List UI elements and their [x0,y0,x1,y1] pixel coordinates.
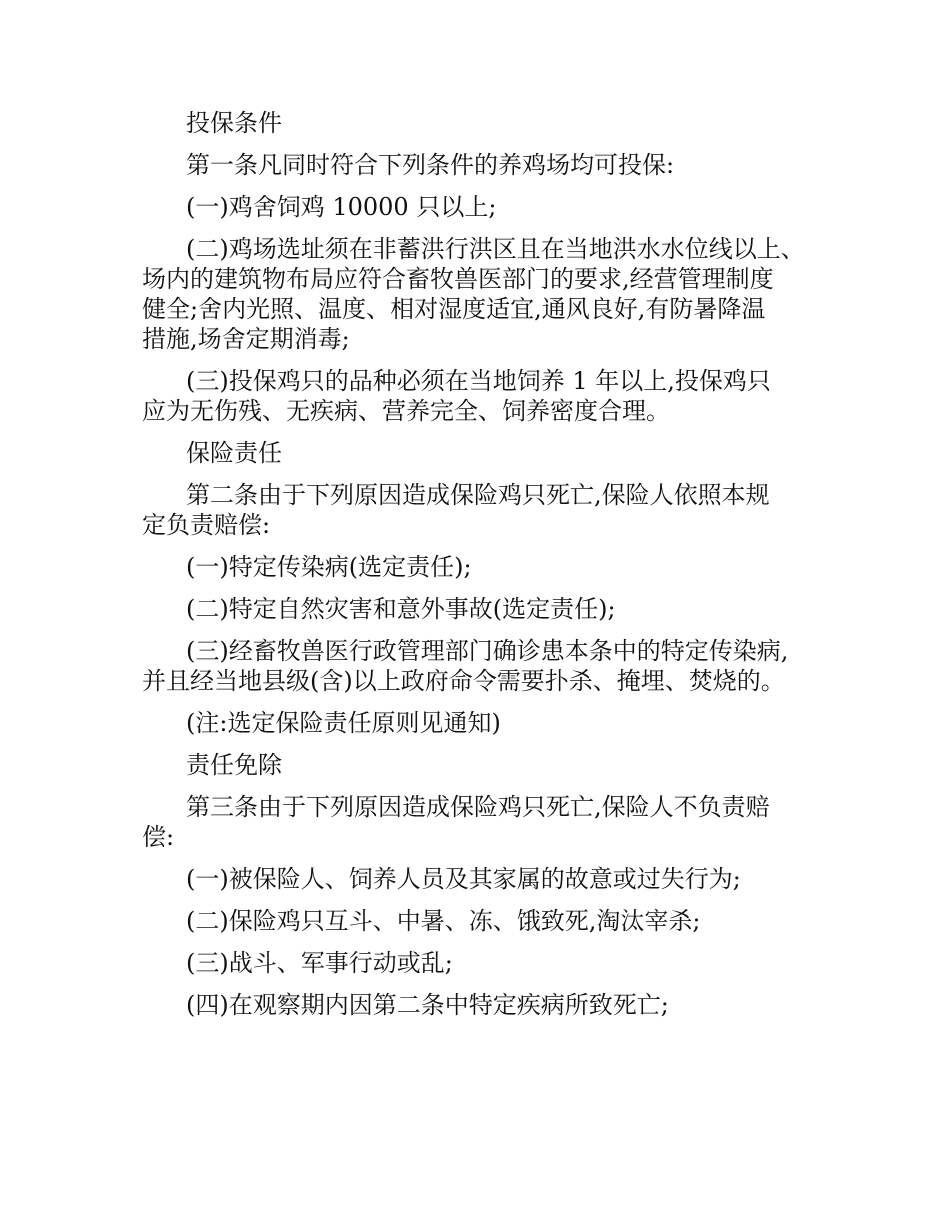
text-line: (三)战斗、军事行动或乱; [186,949,453,977]
text-line: (注:选定保险责任原则见通知) [186,709,501,737]
text-line: 第一条凡同时符合下列条件的养鸡场均可投保: [186,151,675,179]
text-line: (三)经畜牧兽医行政管理部门确诊患本条中的特定传染病, [186,637,789,665]
section-heading-exclusions [142,750,812,780]
article-3-item-4 [142,990,812,1020]
text-line: 第三条由于下列原因造成保险鸡只死亡,保险人不负责赔 [186,793,770,821]
text-line: 定负责赔偿: [142,511,271,539]
article-2-item-1 [142,552,812,582]
text-line: (一)被保险人、饲养人员及其家属的故意或过失行为; [186,865,741,893]
text-line: 措施,场舍定期消毒; [142,325,350,353]
text-line: 责任免除 [186,751,282,779]
note [142,708,812,738]
text-line: (二)保险鸡只互斗、中暑、冻、饿致死,淘汰宰杀; [186,907,701,935]
text-line: (四)在观察期内因第二条中特定疾病所致死亡; [186,991,669,1019]
article-1 [142,150,812,180]
text-line: (一)特定传染病(选定责任); [186,553,472,581]
text-line: 投保条件 [186,109,282,137]
text-line: (二)鸡场选址须在非蓄洪行洪区且在当地洪水水位线以上、 [186,235,805,263]
text-line: 保险责任 [186,439,282,467]
text-line: 并且经当地县级(含)以上政府命令需要扑杀、掩埋、焚烧的。 [142,667,785,695]
article-1-item-3 [142,366,812,426]
article-3-item-3 [142,948,812,978]
article-3-item-2 [142,906,812,936]
document-body [142,108,812,1032]
text-line: (一)鸡舍饲鸡 10000 只以上; [186,193,497,221]
article-3 [142,792,812,852]
section-heading-liability [142,438,812,468]
article-2-item-2 [142,594,812,624]
section-heading-conditions [142,108,812,138]
article-1-item-2 [142,234,812,354]
article-3-item-1 [142,864,812,894]
text-line: (三)投保鸡只的品种必须在当地饲养 1 年以上,投保鸡只 [186,367,771,395]
text-line: 健全;舍内光照、温度、相对湿度适宜,通风良好,有防暑降温 [142,295,766,323]
article-2 [142,480,812,540]
text-line: 第二条由于下列原因造成保险鸡只死亡,保险人依照本规 [186,481,770,509]
text-line: (二)特定自然灾害和意外事故(选定责任); [186,595,616,623]
article-1-item-1 [142,192,812,222]
text-line: 偿: [142,823,175,851]
article-2-item-3 [142,636,812,696]
text-line: 应为无伤残、无疾病、营养完全、饲养密度合理。 [142,397,670,425]
text-line: 场内的建筑物布局应符合畜牧兽医部门的要求,经营管理制度 [142,265,774,293]
